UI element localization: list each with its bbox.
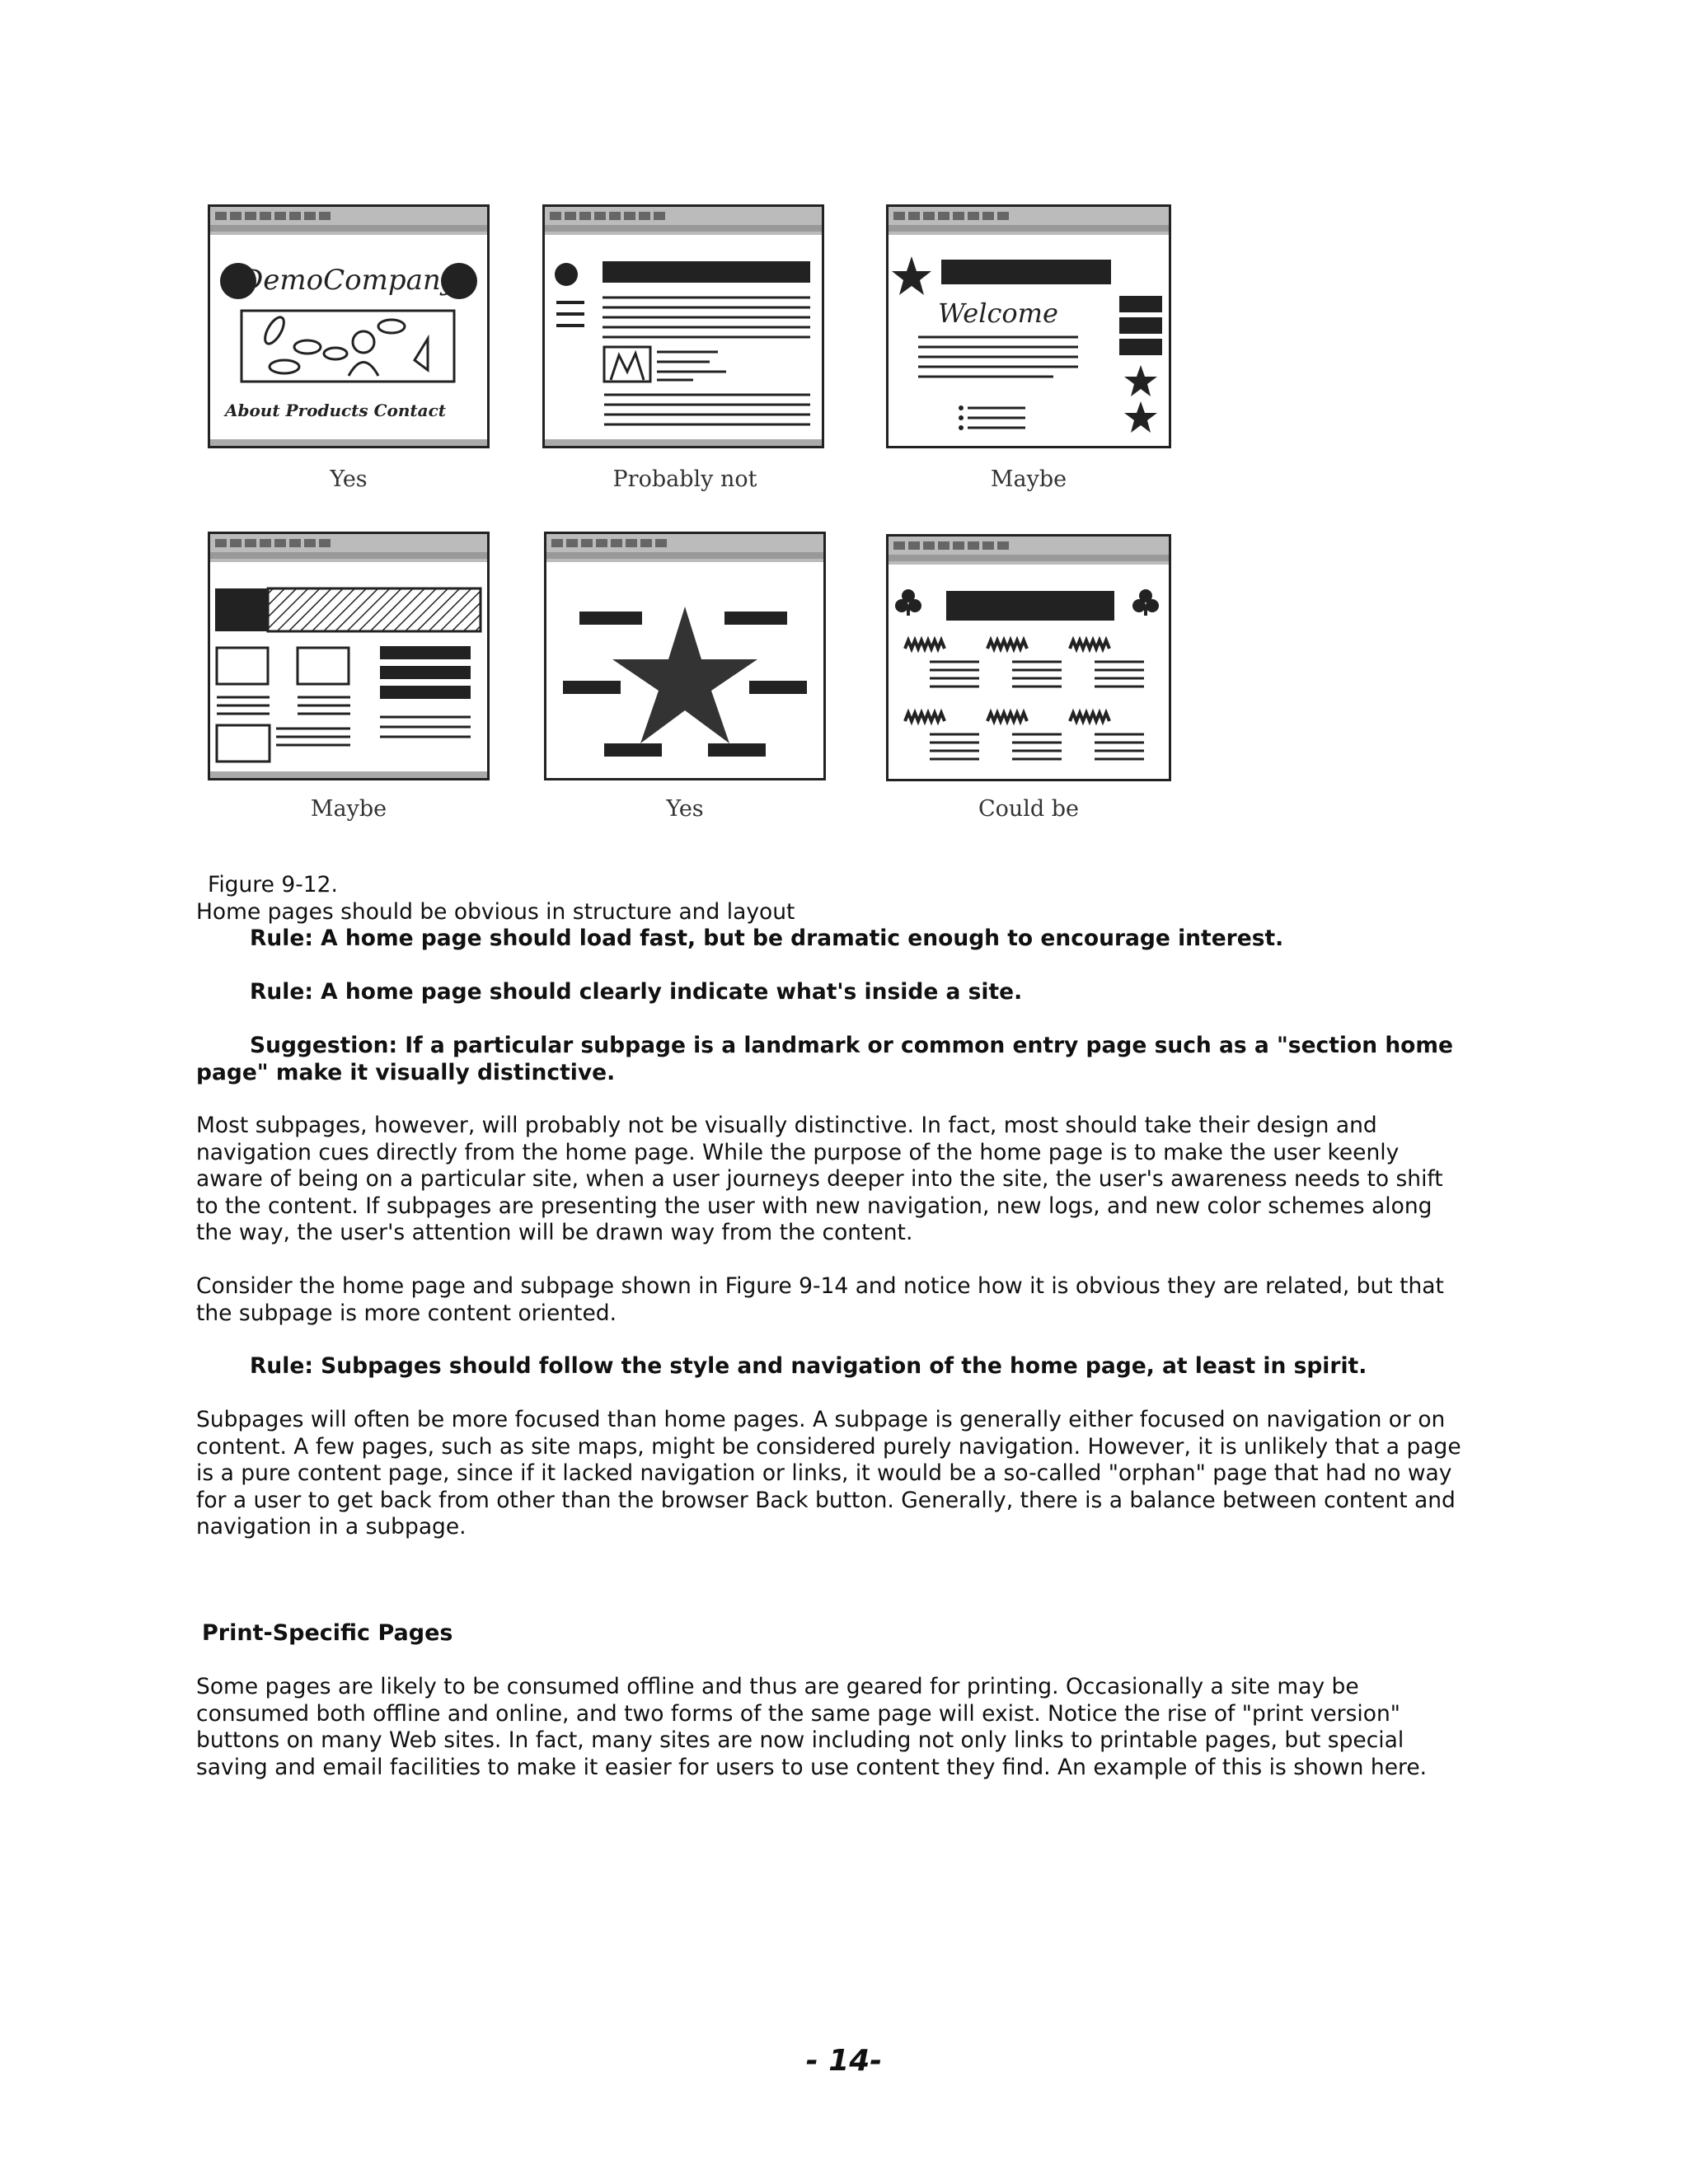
demo-logo-sketch: DemoCompany [241,264,457,297]
paragraph-subpage-focus: Subpages will often be more focused than home pages. A subpage is generally either focused on navigation or on content. A few pages, such as site maps, might be considered purely navigation. However, it is unlikely that a page is a pure content page, since if it lacked navigation or links, it would be a so-called "orphan" page that had no way for a user to get back from other than the browser Back button. Generally, there is a balance between content and navigation in a subpage. [196,1407,1461,1540]
rule-load-fast: Rule: A home page should load fast, but be dramatic enough to encourage interest. [250,926,1284,951]
caption-panel-4: Maybe [310,796,387,822]
paragraph-subpages: Most subpages, however, will probably not be visually distinctive. In fact, most should take their design and navigation cues directly from the home page. While the purpose of the home page is to make the user keenly aware of being on a particular site, when a user journeys deeper into the site, the user's awareness needs to shift to the content. If subpages are presenting the user with new navigation, new logs, and new color schemes along the way, the user's attention will be drawn way from the content. [196,1113,1443,1245]
sketch-panel-6 [886,534,1171,781]
paragraph-print: Some pages are likely to be consumed offline and thus are geared for printing. Occasionally a site may be consumed both offline and online, and two forms of the same page will exist. Notice the rise of "print version" buttons on many Web sites. In fact, many sites are now including not only links to printable pages, but special saving and email facilities to make it easier for users to use content they find. An example of this is shown here. [196,1674,1428,1780]
caption-panel-5: Yes [666,796,704,822]
rule-subpages-style: Rule: Subpages should follow the style and navigation of the home page, at least in spirit. [250,1353,1367,1379]
sketch-panel-5 [544,532,826,780]
sketch-panel-4 [208,532,490,780]
page-number: - 14- [805,2044,883,2078]
demo-nav-sketch: About Products Contact [224,401,447,420]
caption-panel-3: Maybe [990,466,1067,492]
caption-panel-1: Yes [330,466,368,492]
caption-panel-6: Could be [978,796,1080,822]
figure-title: Home pages should be obvious in structure and layout [196,899,795,925]
figure-number: Figure 9-12. [208,872,338,898]
rule-indicate-contents: Rule: A home page should clearly indicate what's inside a site. [250,979,1023,1005]
suggestion-distinctive: Suggestion: If a particular subpage is a landmark or common entry page such as a "section home page" make it visually distinctive. [196,1033,1453,1085]
welcome-sketch: Welcome [938,298,1058,329]
caption-panel-2: Probably not [612,466,757,492]
paragraph-figure-ref: Consider the home page and subpage shown in Figure 9-14 and notice how it is obvious they are related, but that the subpage is more content oriented. [196,1273,1444,1326]
section-heading: Print-Specific Pages [202,1620,453,1646]
sketch-panel-3 [886,204,1171,448]
sketch-panel-1 [208,204,490,448]
sketch-panel-2 [542,204,824,448]
